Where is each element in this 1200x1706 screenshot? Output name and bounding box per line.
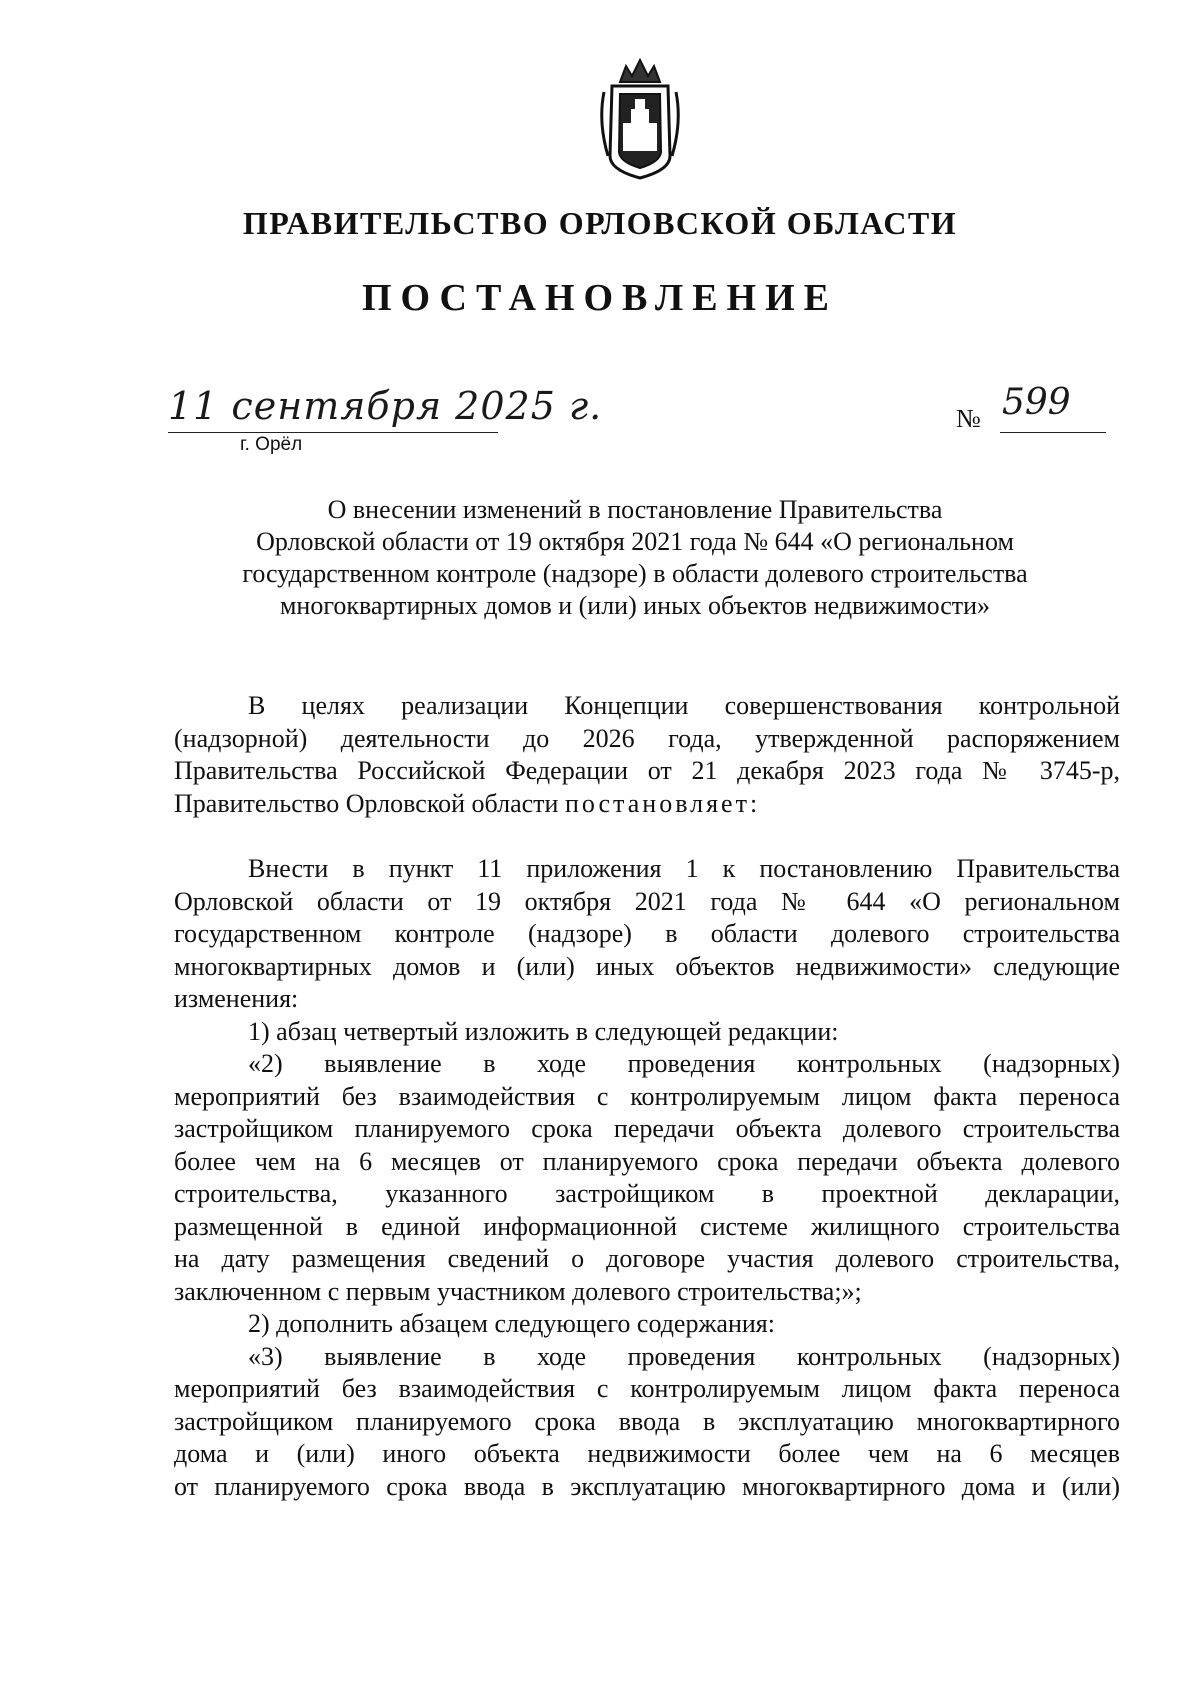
body-line: «2) выявление в ходе проведения контрольных (надзорных)	[248, 1049, 1120, 1078]
organization-title: ПРАВИТЕЛЬСТВО ОРЛОВСКОЙ ОБЛАСТИ	[242, 205, 958, 241]
body-line: более чем на 6 месяцев от планируемого срока передачи объекта долевого	[174, 1146, 1120, 1176]
preamble-paragraph	[174, 690, 1120, 820]
body-line: дома и (или) иного объекта недвижимости более чем на 6 месяцев	[174, 1439, 1120, 1468]
body-line: Внести в пункт 11 приложения 1 к постановлению Правительства	[248, 854, 1120, 883]
document-date-handwritten: 11 сентября 2025 г.	[168, 384, 603, 428]
body-line: мероприятий без взаимодействия с контролируемым лицом факта переноса	[174, 1374, 1120, 1403]
number-underline	[1000, 432, 1106, 433]
body-line: государственном контроле (надзоре) в области долевого строительства	[174, 919, 1120, 948]
body-line: мероприятий без взаимодействия с контролируемым лицом факта переноса	[174, 1081, 1120, 1111]
body-line: застройщиком планируемого срока ввода в эксплуатацию многоквартирного	[174, 1406, 1120, 1436]
date-underline	[168, 432, 498, 433]
body-line: 2) дополнить абзацем следующего содержания:	[248, 1309, 775, 1338]
subject-line: Орловской области от 19 октября 2021 года № 644 «О региональном	[256, 527, 1014, 556]
body-line: многоквартирных домов и (или) иных объектов недвижимости» следующие	[174, 951, 1120, 981]
subject-line: многоквартирных домов и (или) иных объектов недвижимости»	[279, 591, 991, 620]
main-text	[174, 853, 1120, 1503]
subject-line: государственном контроле (надзоре) в области долевого строительства	[242, 559, 1028, 588]
document-number-handwritten: 599	[1002, 382, 1071, 423]
document-number-label: №	[956, 404, 981, 433]
document-city: г. Орёл	[240, 434, 303, 455]
preamble-line: (надзорной) деятельности до 2026 года, утвержденной распоряжением	[174, 723, 1120, 753]
resolve-keyword: постановляет:	[564, 788, 761, 818]
body-line: строительства, указанного застройщиком в проектной декларации,	[174, 1179, 1120, 1208]
preamble-last-line-text: Правительство Орловской области	[174, 788, 565, 818]
body-line: от планируемого срока ввода в эксплуатацию многоквартирного дома и (или)	[174, 1471, 1120, 1501]
body-line: на дату размещения сведений о договоре участия долевого строительства,	[174, 1244, 1120, 1273]
body-line: заключенном с первым участником долевого строительства;»;	[174, 1276, 862, 1306]
body-line: 1) абзац четвертый изложить в следующей редакции:	[248, 1016, 839, 1046]
body-line: изменения:	[174, 984, 299, 1013]
subject-line: О внесении изменений в постановление Правительства	[327, 495, 943, 524]
document-subject	[170, 494, 1100, 622]
preamble-line: В целях реализации Концепции совершенствования контрольной	[248, 691, 1120, 720]
body-line: Орловской области от 19 октября 2021 года № 644 «О региональном	[174, 886, 1120, 916]
body-line: размещенной в единой информационной системе жилищного строительства	[174, 1211, 1120, 1241]
preamble-line: Правительства Российской Федерации от 21 декабря 2023 года № 3745-р,	[174, 756, 1120, 785]
coat-of-arms-emblem	[590, 52, 690, 182]
body-line: «3) выявление в ходе проведения контрольных (надзорных)	[248, 1341, 1120, 1371]
preamble-line	[174, 788, 1120, 821]
document-type-title: ПОСТАНОВЛЕНИЕ	[361, 277, 839, 319]
body-line: застройщиком планируемого срока передачи объекта долевого строительства	[174, 1114, 1120, 1143]
